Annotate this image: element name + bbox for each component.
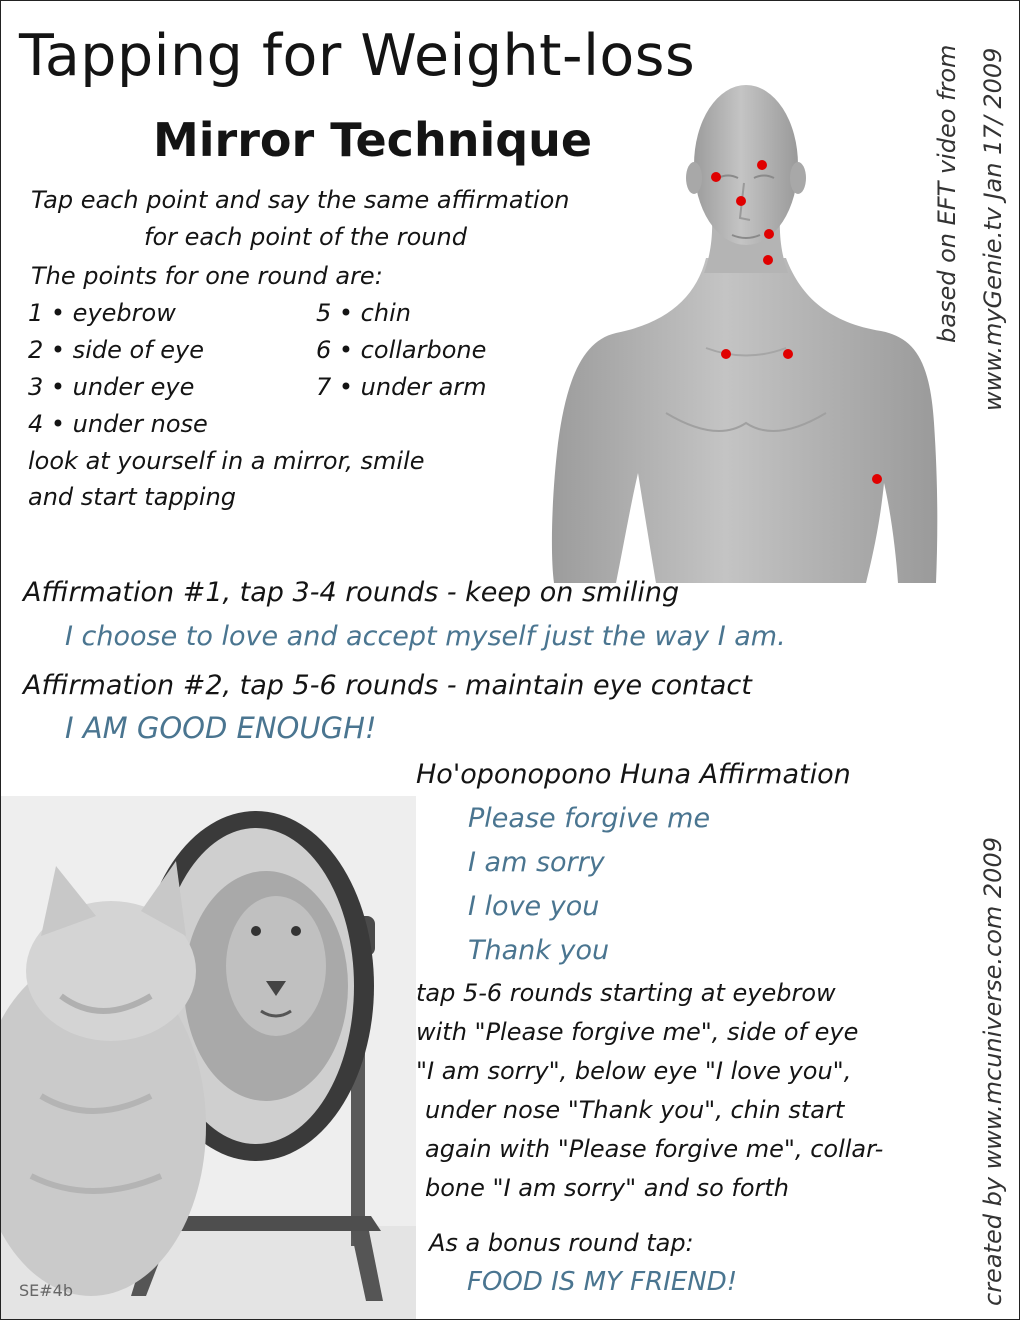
affirmation-heading: Affirmation #2, tap 5-6 rounds - maintain eye contact [23, 670, 752, 701]
affirmation-text: I AM GOOD ENOUGH! [65, 711, 377, 745]
huna-phrase: Please forgive me [468, 803, 711, 834]
creator-credit: created by www.mcuniverse.com 2009 [979, 837, 1007, 1306]
affirmation-heading: Affirmation #1, tap 3-4 rounds - keep on smiling [23, 577, 680, 608]
bonus-text: FOOD IS MY FRIEND! [467, 1267, 738, 1297]
huna-instruction: under nose "Thank you", chin start [425, 1096, 845, 1124]
source-credit: based on EFT video from [933, 44, 961, 343]
point-item: 4 • under nose [28, 410, 208, 438]
page-subtitle: Mirror Technique [153, 113, 593, 167]
huna-instruction: again with "Please forgive me", collar- [425, 1135, 884, 1163]
huna-instruction: tap 5-6 rounds starting at eyebrow [416, 979, 836, 1007]
affirmation-text: I choose to love and accept myself just the way I am. [65, 621, 786, 652]
signature: SE#4b [19, 1281, 74, 1300]
mirror-instruction: and start tapping [28, 483, 237, 511]
intro-line: for each point of the round [144, 223, 467, 251]
point-item: 2 • side of eye [28, 336, 204, 364]
mirror-instruction: look at yourself in a mirror, smile [28, 447, 425, 475]
point-item: 7 • under arm [316, 373, 487, 401]
huna-phrase: I am sorry [468, 847, 605, 878]
huna-phrase: Thank you [468, 935, 610, 966]
source-credit: www.myGenie.tv Jan 17/ 2009 [979, 47, 1007, 411]
point-item: 1 • eyebrow [28, 299, 176, 327]
huna-instruction: bone "I am sorry" and so forth [425, 1174, 789, 1202]
points-heading: The points for one round are: [31, 262, 383, 290]
page-title: Tapping for Weight-loss [19, 23, 696, 89]
point-item: 3 • under eye [28, 373, 195, 401]
huna-heading: Ho'oponopono Huna Affirmation [416, 759, 851, 790]
huna-instruction: with "Please forgive me", side of eye [416, 1018, 859, 1046]
point-item: 6 • collarbone [316, 336, 487, 364]
huna-instruction: "I am sorry", below eye "I love you", [416, 1057, 852, 1085]
intro-line: Tap each point and say the same affirmation [31, 186, 570, 214]
point-item: 5 • chin [316, 299, 411, 327]
kitten-mirror-illustration [1, 796, 416, 1319]
bonus-heading: As a bonus round tap: [429, 1229, 694, 1257]
huna-phrase: I love you [468, 891, 600, 922]
mannequin-illustration [546, 83, 961, 583]
